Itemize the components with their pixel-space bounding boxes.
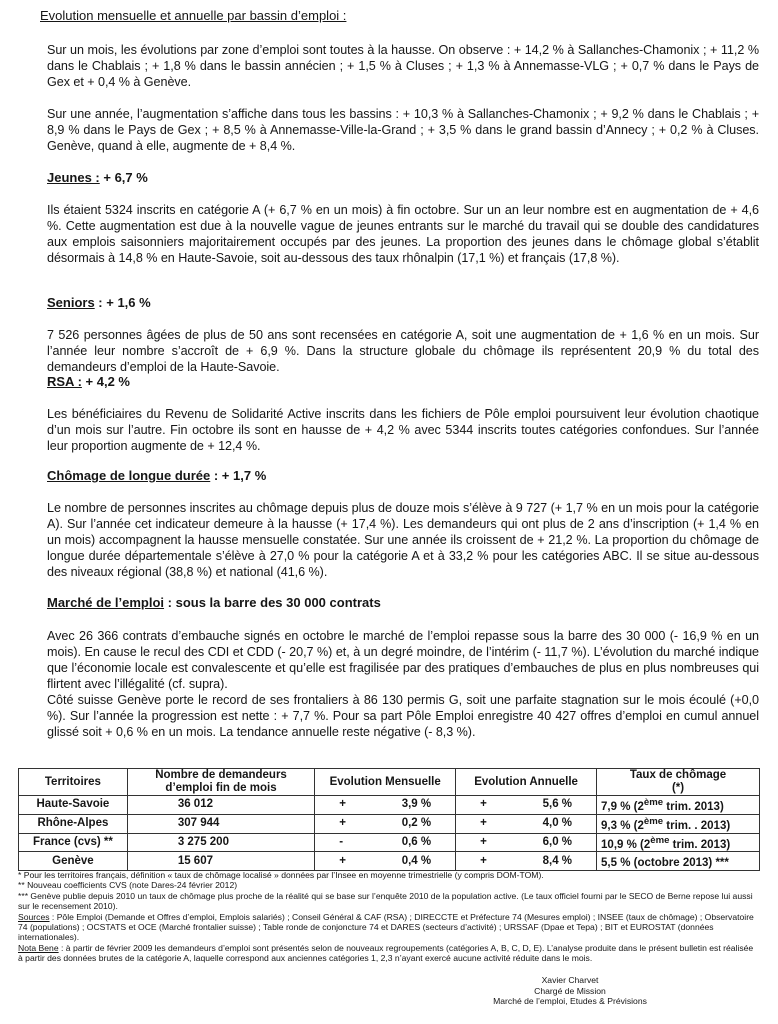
longue-duree-value: : + 1,7 %	[210, 468, 267, 483]
cell-annuelle	[456, 852, 597, 871]
cell-territoire: France (cvs) **	[19, 833, 128, 852]
footnote-nota-bene	[18, 943, 760, 964]
header-territoires: Territoires	[19, 769, 128, 796]
cell-territoire: Haute-Savoie	[19, 796, 128, 815]
taux-rest: trim. 2013)	[669, 838, 731, 851]
jeunes-paragraph: Ils étaient 5324 inscrits en catégorie A (+ 6,7 % en un mois) à fin octobre. Sur un an leur nombre est en augmentation de + 4,6 %. Cette augmentation est due à la nouvelle vague de jeunes entrants sur le marché du travail qui se double des candidatures aux emplois saisonniers majoritairement occupés par des jeunes. La proportion des jeunes dans le chômage global s’établit désormais à 14,8 % en Haute-Savoie, soit au-dessous des taux rhônalpin (17,1 %) et français (17,8 %).	[47, 203, 759, 265]
rsa-heading	[47, 374, 759, 390]
marche-emploi-paragraph-2: Côté suisse Genève porte le record de ses frontaliers à 86 130 permis G, soit une parfaite stagnation sur le mois écoulé (+0,0 %). Sur l’année la progression est nette : + 7,7 %. Pour sa part Pôle Emploi enregistre 40 427 offres d’emploi en cumul annuel glissé soit + 0,6 % en un mois. La tendance annuelle reste négative (- 8,3 %).	[47, 693, 759, 739]
marche-emploi-paragraph-1: Avec 26 366 contrats d’embauche signés en octobre le marché de l’emploi repasse sous la barre des 30 000 (- 16,9 % en un mois). En cause le recul des CDI et CDD (- 20,7 %) et, à un degré moindre, de l’intérim (- 11,7 %). L’évolution du marché indique que l’économie locale est convalescente et qu’elle est fragilisée par des pratiques d’embauches de plus en plus nombreuses qui flirtent avec l’illégalité (cf. supra).	[47, 629, 759, 691]
seniors-heading	[47, 295, 759, 311]
seniors-label: Seniors	[47, 295, 95, 310]
intro-annual-paragraph: Sur une année, l’augmentation s’affiche dans tous les bassins : + 10,3 % à Sallanches-Chamonix ; + 9,2 % dans le Chablais ; + 8,9 % dans le Pays de Gex ; + 8,5 % à Annemasse-Ville-la-Grand ; + 3,5 % dans le grand bassin d’Annecy ; + 0,2 % à Cluses. Genève, quand à elle, augmente de + 8,4 %.	[47, 107, 759, 153]
header-mensuelle: Evolution Mensuelle	[315, 769, 456, 796]
jeunes-label: Jeunes :	[47, 170, 100, 185]
taux-value: 7,9 %	[601, 800, 631, 813]
signature-name: Xavier Charvet	[541, 975, 599, 985]
table-row	[19, 796, 760, 815]
annuelle-value: 8,4 %	[542, 854, 573, 867]
footnote-sources	[18, 912, 760, 943]
cell-mensuelle	[315, 852, 456, 871]
rsa-label: RSA :	[47, 374, 82, 389]
footnote-2: ** Nouveau coefficients CVS (note Dares-24 février 2012)	[18, 880, 238, 891]
rsa-paragraph: Les bénéficiaires du Revenu de Solidarité Active inscrits dans les fichiers de Pôle emploi poursuivent leur évolution chaotique d’un mois sur l’autre. Fin octobre ils sont en hausse de + 4,2 % avec 5344 inscrits toutes catégories confondues. Sur l’année leur proportion augmente de + 12,4 %.	[47, 407, 759, 453]
table-row	[19, 833, 760, 852]
cell-annuelle	[456, 814, 597, 833]
cell-taux	[597, 852, 760, 871]
annuelle-value: 6,0 %	[542, 836, 573, 849]
footnote-3: *** Genève publie depuis 2010 un taux de chômage plus proche de la réalité qui se base sur l’enquête 2010 de la population active. (Le taux officiel fourni par le SECO de Berne repose lui aussi sur le recensement 2010).	[18, 890, 753, 912]
mensuelle-value: 0,4 %	[401, 854, 432, 867]
marche-emploi-label: Marché de l’emploi	[47, 595, 165, 610]
longue-duree-paragraph: Le nombre de personnes inscrites au chômage depuis plus de douze mois s’élève à 9 727 (+ 1,7 % en un mois pour la catégorie A). Sur l’année cet indicateur demeure à la hausse (+ 17,4 %). Les demandeurs qui ont plus de 2 ans d’inscription (+ 1,4 % en un mois) accompagnent la hausse mensuelle constatée. Sur une année ils croissent de + 21,2 %. La proportion du chômage de longue durée départementale s’élève à 27,0 % pour la catégorie A et à 33,2 % pour les catégories ABC. Il se situe au-dessous des niveaux régional (38,8 %) et national (41,6 %).	[47, 501, 759, 579]
taux-period: (octobre 2013)	[633, 857, 713, 870]
annuelle-value: 5,6 %	[542, 798, 573, 811]
mensuelle-value: 0,6 %	[401, 836, 432, 849]
seniors-paragraph: 7 526 personnes âgées de plus de 50 ans sont recensées en catégorie A, soit une augmentation de + 1,6 % en un mois. Sur l’année leur nombre s’accroît de + 6,9 %. Dans la structure globale du chômage ils représentent 20,9 % du total des demandeurs d’emploi de la Haute-Savoie.	[47, 328, 759, 374]
statistics-table	[18, 768, 760, 871]
cell-taux	[597, 796, 760, 815]
marche-emploi-value: : sous la barre des 30 000 contrats	[164, 595, 381, 610]
header-taux-label: Taux de chômage	[629, 769, 727, 781]
intro-monthly-paragraph: Sur un mois, les évolutions par zone d’emploi sont toutes à la hausse. On observe : + 14,2 % à Sallanches-Chamonix ; + 11,2 % dans le Chablais ; + 1,8 % dans le bassin annécien ; + 1,5 % à Cluses ; + 1,3 % à Annemasse-VLG ; + 0,7 % dans le Pays de Gex et + 0,4 % à Genève.	[47, 43, 759, 89]
table-row	[19, 814, 760, 833]
mensuelle-sign: +	[339, 817, 346, 830]
signature-block	[470, 975, 670, 1007]
longue-duree-heading	[47, 468, 759, 484]
table-header-row	[19, 769, 760, 796]
cell-annuelle	[456, 796, 597, 815]
sources-label: Sources	[18, 911, 50, 922]
annuelle-sign: +	[480, 836, 487, 849]
taux-period: (2	[633, 819, 644, 832]
jeunes-section	[47, 170, 759, 266]
taux-rest: trim. . 2013)	[663, 819, 731, 832]
taux-value: 10,9 %	[601, 838, 637, 851]
longue-duree-label: Chômage de longue durée	[47, 468, 211, 483]
section-title: Evolution mensuelle et annuelle par bassin d’emploi :	[40, 8, 347, 23]
mensuelle-sign: -	[339, 836, 344, 849]
taux-rest: ***	[712, 857, 729, 870]
marche-emploi-heading	[47, 595, 759, 611]
cell-taux	[597, 814, 760, 833]
cell-nombre: 3 275 200	[127, 833, 314, 852]
annuelle-sign: +	[480, 798, 487, 811]
sources-text: : Pôle Emploi (Demande et Offres d’emploi, Emplois salariés) ; Conseil Général & CAF (RSA) ; DIRECCTE et Préfecture 74 (Mesures emploi) ; INSEE (taux de chômage) ; Observatoire 74 (populations) ; OCSTATS et OCE (Marché frontalier suisse) ; Table ronde de conjoncture 74 et DARES (secteurs d’activité) ; URSSAF (Dpae et Tepa) ; BIT et EUROSTAT (données internationales).	[18, 911, 754, 943]
seniors-section	[47, 295, 759, 375]
cell-territoire: Rhône-Alpes	[19, 814, 128, 833]
seniors-value: : + 1,6 %	[94, 295, 151, 310]
rsa-value: + 4,2 %	[81, 374, 130, 389]
table-row	[19, 852, 760, 871]
mensuelle-sign: +	[339, 798, 346, 811]
cell-mensuelle	[315, 814, 456, 833]
mensuelle-value: 0,2 %	[401, 817, 432, 830]
cell-mensuelle	[315, 833, 456, 852]
cell-mensuelle	[315, 796, 456, 815]
cell-annuelle	[456, 833, 597, 852]
taux-period: (2	[640, 838, 651, 851]
rsa-section	[47, 374, 759, 454]
taux-period: (2	[633, 800, 644, 813]
mensuelle-sign: +	[339, 854, 346, 867]
nota-bene-label: Nota Bene	[18, 942, 59, 953]
signature-role: Chargé de Mission	[534, 985, 606, 996]
footnote-1: * Pour les territoires français, définition « taux de chômage localisé » données par l’Insee en moyenne trimestrielle (y compris DOM-TOM).	[18, 870, 544, 880]
jeunes-heading	[47, 170, 759, 186]
nota-bene-text: : à partir de février 2009 les demandeurs d’emploi sont présentés selon de nouveaux regroupements (catégories A, B, C, D, E). L’analyse produite dans le présent bulletin est réalisée à partir des données brutes de la catégorie A, laquelle correspond aux anciennes catégories 1, 2,3 n’ayant exercé aucune activité réduite dans le mois.	[18, 942, 754, 964]
cell-taux	[597, 833, 760, 852]
taux-rest: trim. 2013)	[663, 800, 724, 813]
intro-section	[47, 42, 759, 154]
signature-department: Marché de l’emploi, Etudes & Prévisions	[493, 996, 647, 1006]
cell-nombre: 15 607	[127, 852, 314, 871]
mensuelle-value: 3,9 %	[401, 798, 432, 811]
longue-duree-section	[47, 468, 759, 580]
taux-sup: ème	[643, 815, 664, 827]
header-taux-note: (*)	[671, 782, 685, 794]
taux-value: 5,5 %	[601, 857, 631, 870]
header-nombre: Nombre de demandeurs d’emploi fin de mois	[127, 769, 314, 796]
annuelle-sign: +	[480, 854, 487, 867]
footnotes	[18, 870, 760, 964]
taux-value: 9,3 %	[601, 819, 631, 832]
taux-sup: ème	[650, 834, 670, 846]
cell-territoire: Genève	[19, 852, 128, 871]
annuelle-sign: +	[480, 817, 487, 830]
cell-nombre: 307 944	[127, 814, 314, 833]
header-taux	[597, 769, 760, 796]
header-annuelle: Evolution Annuelle	[456, 769, 597, 796]
jeunes-value: + 6,7 %	[99, 170, 148, 185]
cell-nombre: 36 012	[127, 796, 314, 815]
annuelle-value: 4,0 %	[542, 817, 573, 830]
taux-sup: ème	[643, 797, 664, 808]
marche-emploi-section	[47, 595, 759, 740]
